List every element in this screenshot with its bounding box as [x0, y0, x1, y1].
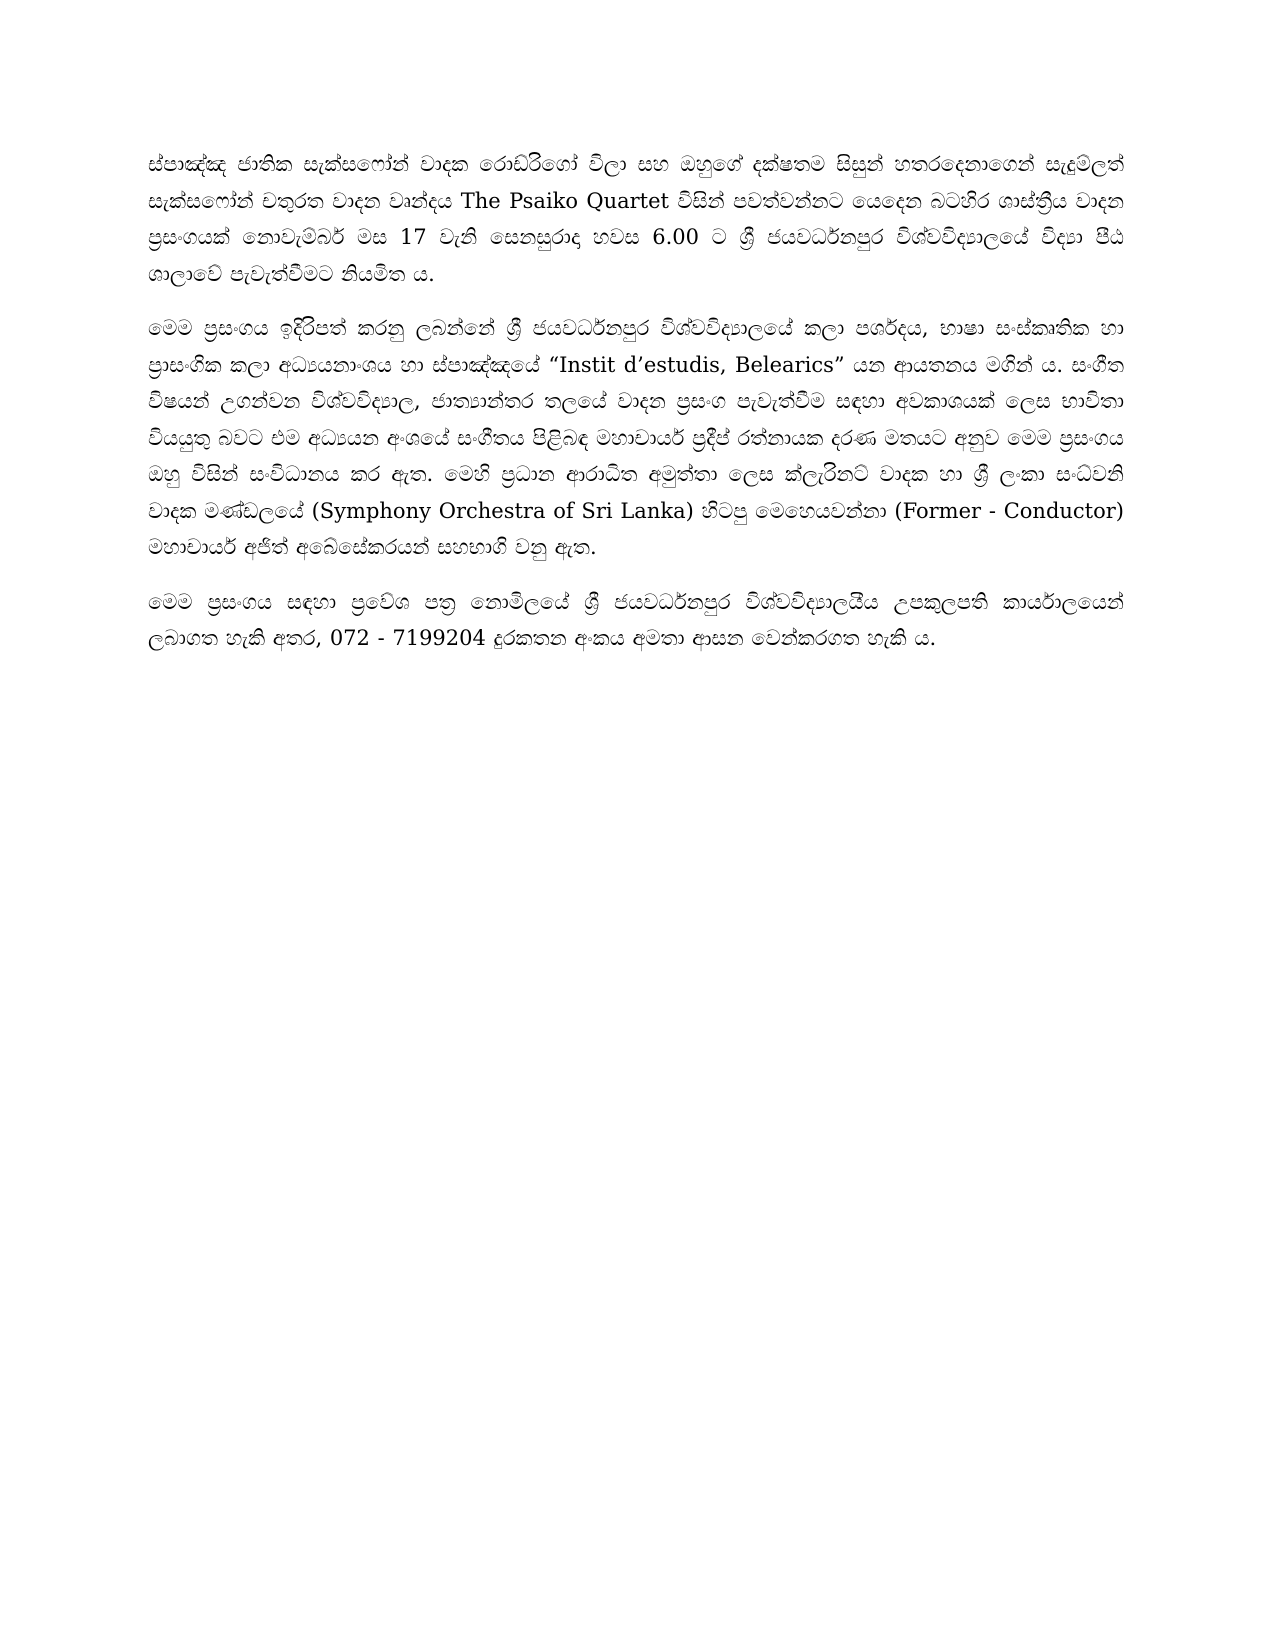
- paragraph-organizers-and-guest: මෙම ප්‍රසංගය ඉදිරිපත් කරනු ලබන්නේ ශ්‍රී ජයවර්ධනපුර විශ්වවිද්‍යාලයේ කලා පර්ශදය, භාෂා සංස්කෘතික හා ප්‍රාසංගික කලා අධ්‍යයනාංශය හා ස්පාඤ්ඤයේ “Instit d’estudis, Belearics” යන ආයතනය මගින් ය. සංගීත විෂයන් උගන්වන විශ්වවිද්‍යාල, ජාත්‍යාන්තර තලයේ වාදන ප්‍රසංග පැවැත්වීම සඳහා අවකාශයක් ලෙස භාවිතා වියයුතු බවට එම අධ්‍යයන අංශයේ සංගීතය පිළිබඳ මහාචාර්ය ප්‍රදීප් රත්නායක දරණ මතයට අනුව මෙම ප්‍රසංගය ඔහු විසින් සංවිධානය කර ඇත. මෙහි ප්‍රධාන ආරාධිත අමුත්තා ලෙස ක්ලැරිනට් වාදක හා ශ්‍රී ලංකා සංධ්වනි වාදක මණ්ඩලයේ (Symphony Orchestra of Sri Lanka) හිටපු මෙහෙයවන්නා (Former - Conductor) මහාචාර්ය අජිත් අබේසේකරයන් සහභාගි වනු ඇත.: [148, 316, 1124, 559]
- document-body: [148, 146, 1124, 675]
- paragraph-concert-announcement: ස්පාඤ්ඤ ජාතික සැක්සෆෝන් වාදක රොඩ්රිගෝ විලා සහ ඔහුගේ දක්ෂතම සිසුන් හතරදෙනාගෙන් සැදුම්ලත් සැක්සෆෝන් චතුරත වාදන වෘන්දය The Psaiko Quartet විසින් පවත්වන්නට යෙදෙන බටහිර ශාස්ත්‍රීය වාදන ප්‍රසංගයක් නොවැම්බර් මස 17 වැනි සෙනසුරාදා හවස 6.00 ට ශ්‍රී ජයවර්ධනපුර විශ්වවිද්‍යාලයේ විද්‍යා පීඨ ශාලාවේ පැවැත්වීමට නියමිත ය.: [148, 152, 1124, 286]
- paragraph-tickets-and-reservation: මෙම ප්‍රසංගය සඳහා ප්‍රවේශ පත්‍ර නොමිලයේ ශ්‍රී ජයවර්ධනපුර විශ්වවිද්‍යාලයීය උපකුලපති කාර්යාලයෙන් ලබාගත හැකි අතර, 072 - 7199204 දුරකතන අංකය අමතා ආසන වෙන්කරගත හැකි ය.: [148, 589, 1124, 650]
